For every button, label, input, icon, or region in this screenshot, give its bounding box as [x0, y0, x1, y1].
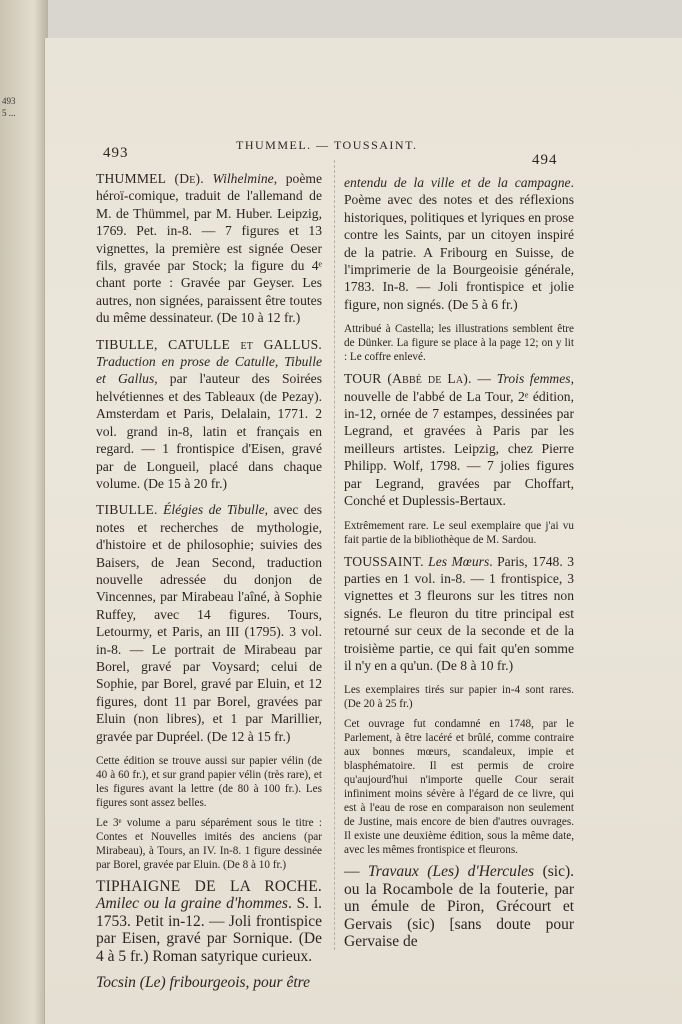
left-page-margin-text: 493 5 ...	[2, 96, 16, 118]
note-tocsin: Attribué à Castella; les illustrations semblent être de Dünker. La figure se place à la page 12; on y lit : Le coffre enlevé.	[344, 323, 574, 364]
note-tibulle-volume: Le 3ᵉ volume a paru séparément sous le titre : Contes et Nouvelles imités des anciens (par Mirabeau), à Tours, an IV. In-8. 1 figure dessinée par Borel, gravée par Eluin. (De 8 à 10 fr.)	[96, 817, 322, 871]
entry-thummel: THUMMEL (De). Wilhelmine, poème héroï-comique, traduit de l'allemand de M. de Thümmel, par M. Huber. Leipzig, 1769. Pet. in-8. — 7 figures et 13 vignettes, la première est signée Oeser fils, gravée par Stock; la figure du 4ᵉ chant porte : Gravée par Geyser. Les autres, non signées, paraissent être toutes du même dessinateur. (De 10 à 12 fr.)	[96, 171, 322, 326]
column-divider	[334, 160, 335, 950]
page-number-right: 494	[532, 152, 558, 168]
entry-tiphaigne: TIPHAIGNE DE LA ROCHE. Amilec ou la graine d'hommes. S. l. 1753. Petit in-12. — Joli frontispice par Eisen, gravé par Sornique. (De 4 à 5 fr.) Roman satyrique curieux.	[96, 878, 322, 965]
entry-travaux: — Travaux (Les) d'Hercules (sic). ou la Rocambole de la fouterie, par un émule de Piron, Grécourt et Gervais (sic) [sans doute pour Gervaise de	[344, 863, 575, 950]
entry-tibulle-elegies: TIBULLE. Élégies de Tibulle, avec des notes et recherches de mythologie, d'histoire et de philosophie; suivies des Baisers, de Jean Second, traduction nouvelle adressée du donjon de Vincennes, par Mirabeau l'aîné, à Sophie Ruffey, avec 14 figures. Tours, Letourmy, et Paris, an III (1795). 3 vol. in-8. — Le portrait de Mirabeau par Borel, gravé par Voysard; celui de Sophie, par Borel, gravé par Eluin, et 12 figures, dont 11 par Borel, gravées par Eluin (non libres), et 1 par Marillier, gravée par Dupréel. (De 12 à 15 fr.)	[96, 502, 322, 744]
entry-toussaint: TOUSSAINT. Les Mœurs. Paris, 1748. 3 parties en 1 vol. in-8. — 1 frontispice, 3 vignettes et 3 fleurons sur les titres non signés. Le fleuron du titre principal est retourné sur ceux de la seconde et de la troisième partie, ce qui fait qu'en somme il n'y en a qu'un. (De 8 à 10 fr.)	[344, 553, 575, 673]
entry-tocsin-continued: entendu de la ville et de la campagne. Poème avec des notes et des réflexions historiques, politiques et lyriques en prose contre les Saints, par un citoyen inspiré de la patrie. A Fribourg en Suisse, de l'imprimerie de la Bourgeoisie générale, 1783. In-8. — Joli frontispice et jolie figure, non signés. (De 5 à 6 fr.)	[344, 175, 574, 312]
left-page-edge	[0, 0, 48, 1024]
running-head: THUMMEL. — TOUSSAINT.	[236, 138, 418, 152]
note-tibulle-editions: Cette édition se trouve aussi sur papier vélin (de 40 à 60 fr.), et sur grand papier vélin (très rare), et les figures avant la lettre (de 80 à 100 fr.). Les figures sont assez belles.	[96, 755, 322, 809]
page-number-left: 493	[103, 145, 129, 161]
right-column	[344, 174, 574, 959]
entry-tibulle-catulle: TIBULLE, CATULLE et GALLUS. Traduction en prose de Catulle, Tibulle et Gallus, par l'auteur des Soirées helvétiennes et des Tableaux (de Pezay). Amsterdam et Paris, Delalain, 1771. 2 vol. grand in-8, latin et français en regard. — 1 frontispice d'Eisen, gravé par de Longueil, placé dans chaque volume. (De 15 à 20 fr.)	[96, 336, 322, 491]
note-toussaint-papier: Les exemplaires tirés sur papier in-4 sont rares. (De 20 à 25 fr.)	[344, 684, 574, 711]
entry-tour: TOUR (Abbé de La). — Trois femmes, nouvelle de l'abbé de La Tour, 2ᵉ édition, in-12, ornée de 7 estampes, dessinées par Legrand, et gravées à Paris par les meilleurs artistes. Leipzig, chez Pierre Philipp. Wolf, 1798. — 7 jolies figures par Legrand, gravées par Choffart, Conché et Duplessis-Bertaux.	[344, 371, 574, 509]
entry-tocsin: Tocsin (Le) fribourgeois, pour être	[96, 974, 310, 992]
note-tour: Extrêmement rare. Le seul exemplaire que j'ai vu fait partie de la bibliothèque de M. Sardou.	[344, 519, 574, 546]
left-column	[96, 170, 322, 1000]
note-toussaint-condamne: Cet ouvrage fut condamné en 1748, par le Parlement, à être lacéré et brûlé, comme contraire aux bonnes mœurs, scandaleux, impie et blasphématoire. Il est permis de croire qu'aujourd'hui n'importe quelle Cour serait infiniment moins sévère à l'égard de ce livre, qui est à l'eau de rose en comparaison non seulement de Justine, mais encore de bien d'autres ouvrages. Il existe une deuxième édition, sous la même date, avec les mêmes frontispice et fleurons.	[344, 718, 574, 857]
